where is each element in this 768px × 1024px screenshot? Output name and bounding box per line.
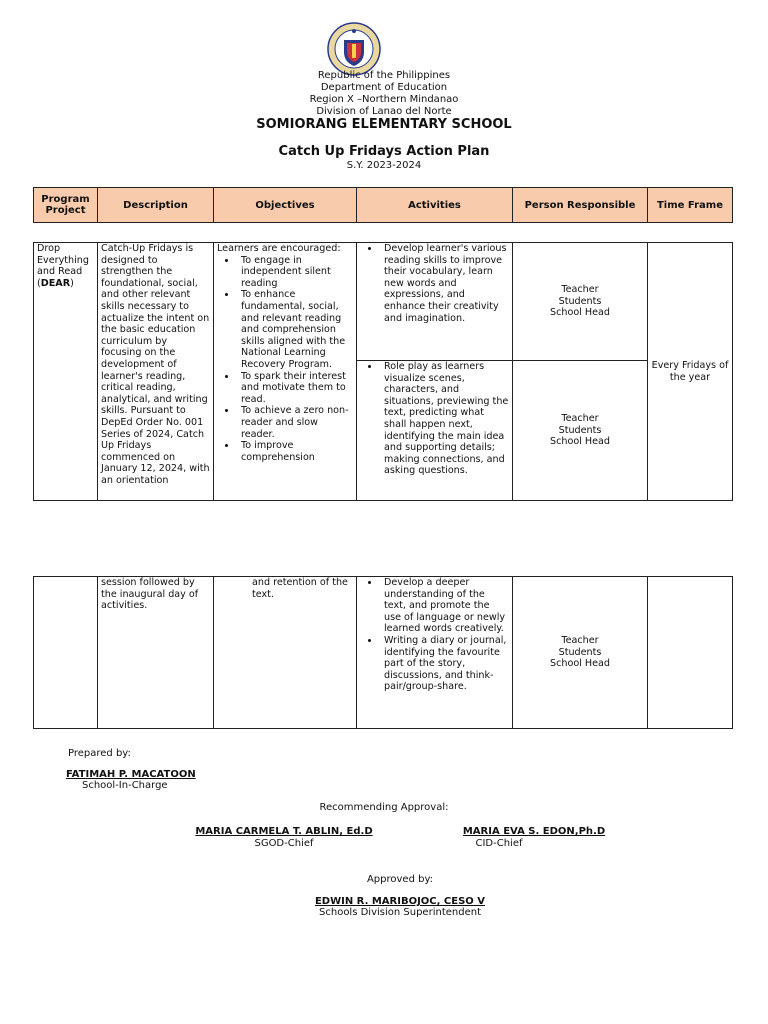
rec1-name: MARIA CARMELA T. ABLIN, Ed.D: [195, 826, 373, 837]
person-students: Students: [558, 646, 602, 658]
cell-persons-b: [513, 361, 648, 501]
objectives-intro: Learners are encouraged:: [217, 243, 341, 254]
plan-table-part2: [33, 576, 733, 729]
activity-item: • Develop learner's various reading skills to improve their vocabulary, learn new words and expressions, and enhance their creativity and imagination.: [380, 243, 509, 324]
activity-item: • Role play as learners visualize scenes, characters, and situations, previewing the text, predicting what shall happen next, identifying the main idea and supporting details; making connections, and asking questions.: [380, 361, 509, 477]
person-teacher: Teacher: [561, 284, 599, 296]
cell-description: Catch-Up Fridays is designed to strengthen the foundational, social, and other relevant skills necessary to actualize the intent on the basic education curriculum by focusing on the development of learner's reading, critical reading, analytical, and writing skills. Pursuant to DepEd Order No. 001 Series of 2024, Catch Up Fridays commenced on January 12, 2024, with an orientation: [98, 243, 214, 501]
person-school-head: School Head: [550, 307, 610, 319]
plan-table-part1: [33, 242, 733, 501]
objective-item: • To engage in independent silent reading: [237, 255, 353, 290]
cell-time-frame: Every Fridays of the year: [648, 243, 733, 501]
prepared-role: School-In-Charge: [82, 780, 168, 791]
rec2-name: MARIA EVA S. EDON,Ph.D: [462, 826, 606, 837]
document-title: Catch Up Fridays Action Plan: [278, 144, 490, 159]
cell-description-cont: session followed by the inaugural day of activities.: [98, 577, 214, 729]
person-teacher: Teacher: [561, 635, 599, 647]
approved-label: Approved by:: [366, 874, 434, 885]
deped-seal-logo: [327, 22, 381, 76]
cell-objectives: [214, 243, 357, 501]
rec2-role: CID-Chief: [475, 838, 523, 849]
person-school-head: School Head: [550, 658, 610, 670]
cell-activities-cont: [357, 577, 513, 729]
col-header-description: Description: [98, 188, 214, 223]
cell-persons-cont: [513, 577, 648, 729]
header-line-division: Division of Lanao del Norte: [316, 106, 452, 117]
program-name: Drop Everything and Read (: [37, 243, 89, 289]
cell-program-cont: [34, 577, 98, 729]
cell-persons-a: [513, 243, 648, 361]
cell-program: [34, 243, 98, 501]
activity-item: • Writing a diary or journal, identifying the favourite part of the story, discussions, and think-pair/group-share.: [380, 635, 509, 693]
cell-time-frame-cont: [648, 577, 733, 729]
program-acronym: DEAR: [40, 277, 71, 289]
program-name-end: ): [70, 277, 74, 289]
person-school-head: School Head: [550, 436, 610, 448]
cell-activities-a: [357, 243, 513, 361]
activities-list-b: [360, 361, 509, 477]
approved-name: EDWIN R. MARIBOJOC, CESO V: [314, 896, 486, 907]
col-header-activities: Activities: [357, 188, 513, 223]
objective-item: • To improve comprehension: [237, 440, 353, 463]
person-teacher: Teacher: [561, 413, 599, 425]
school-year: S.Y. 2023-2024: [346, 160, 422, 171]
activities-list-cont: [360, 577, 509, 693]
col-header-timeframe: Time Frame: [648, 188, 733, 223]
objective-item: • To achieve a zero non-reader and slow reader.: [237, 405, 353, 440]
col-header-program: Program Project: [34, 188, 98, 223]
objectives-list: [217, 255, 353, 464]
objective-item: • To enhance fundamental, social, and relevant reading and comprehension skills aligned with the National Learning Recovery Program.: [237, 289, 353, 370]
header-line-republic: Republic of the Philippines: [317, 70, 451, 81]
person-students: Students: [558, 424, 602, 436]
rec1-role: SGOD-Chief: [254, 838, 314, 849]
col-header-objectives: Objectives: [214, 188, 357, 223]
col-header-person: Person Responsible: [513, 188, 648, 223]
header-line-department: Department of Education: [320, 82, 448, 93]
prepared-name: FATIMAH P. MACATOON: [66, 769, 196, 780]
objective-item: • To spark their interest and motivate them to read.: [237, 371, 353, 406]
plan-table-header: [33, 187, 733, 223]
person-students: Students: [558, 295, 602, 307]
cell-activities-b: [357, 361, 513, 501]
prepared-label: Prepared by:: [68, 748, 131, 759]
activity-item: • Develop a deeper understanding of the text, and promote the use of language or newly learned words creatively.: [380, 577, 509, 635]
recommending-label: Recommending Approval:: [319, 802, 449, 813]
header-line-region: Region X –Northern Mindanao: [309, 94, 459, 105]
approved-role: Schools Division Superintendent: [319, 907, 481, 918]
school-name: SOMIORANG ELEMENTARY SCHOOL: [256, 117, 512, 132]
cell-objectives-cont: and retention of the text.: [214, 577, 357, 729]
activities-list-a: [360, 243, 509, 324]
